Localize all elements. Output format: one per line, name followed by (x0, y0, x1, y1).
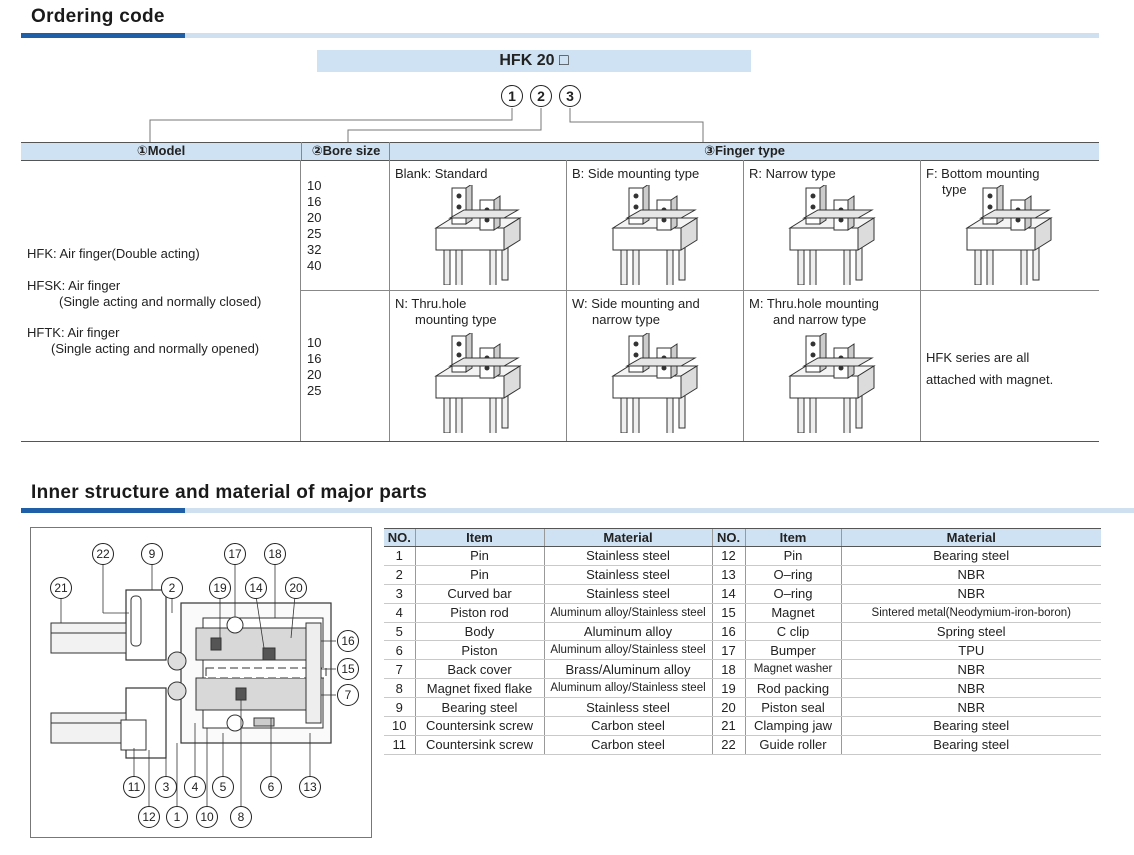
order-circle-3: 3 (559, 85, 581, 107)
part-material: TPU (841, 641, 1101, 660)
part-material: NBR (841, 679, 1101, 698)
col-header-material: Material (544, 529, 712, 547)
part-no: 21 (712, 717, 745, 736)
finger-type-thru-hole: N: Thru.hole mounting type (395, 296, 497, 327)
grid-line (300, 160, 301, 442)
part-item: Piston rod (415, 603, 544, 622)
diagram-label-21: 21 (50, 577, 72, 599)
part-item: Pin (745, 547, 841, 566)
part-no: 3 (384, 584, 415, 603)
order-circle-2: 2 (530, 85, 552, 107)
part-no: 14 (712, 584, 745, 603)
part-item: Guide roller (745, 735, 841, 754)
part-material: Aluminum alloy/Stainless steel (544, 603, 712, 622)
model-hfk: HFK: Air finger(Double acting) (27, 246, 200, 261)
magnet-note: HFK series are all attached with magnet. (926, 350, 1054, 387)
part-material: Bearing steel (841, 547, 1101, 566)
order-circle-1: 1 (501, 85, 523, 107)
diagram-label-5: 5 (212, 776, 234, 798)
part-material: Spring steel (841, 622, 1101, 641)
part-no: 4 (384, 603, 415, 622)
section-title-inner-structure: Inner structure and material of major parts (31, 482, 428, 503)
table-row (384, 547, 1101, 566)
finger-type-thru-hole-narrow: M: Thru.hole mounting and narrow type (749, 296, 879, 327)
diagram-label-8: 8 (230, 806, 252, 828)
diagram-label-15: 15 (337, 658, 359, 680)
title-underline-light (185, 508, 1134, 513)
part-material: Bearing steel (841, 735, 1101, 754)
part-material: Aluminum alloy/Stainless steel (544, 641, 712, 660)
header-divider (389, 142, 390, 160)
diagram-label-1: 1 (166, 806, 188, 828)
diagram-label-17: 17 (224, 543, 246, 565)
part-no: 17 (712, 641, 745, 660)
part-material: Brass/Aluminum alloy (544, 660, 712, 679)
diagram-label-20: 20 (285, 577, 307, 599)
gripper-image-bottom-mounting (955, 185, 1065, 285)
part-material: Aluminum alloy (544, 622, 712, 641)
part-item: Bumper (745, 641, 841, 660)
part-material: NBR (841, 584, 1101, 603)
part-no: 12 (712, 547, 745, 566)
finger-type-side-mounting: B: Side mounting type (572, 166, 700, 181)
header-bore-size: ②Bore size (311, 143, 381, 158)
table-row (384, 679, 1101, 698)
header-finger-type: ③Finger type (703, 143, 786, 158)
diagram-label-10: 10 (196, 806, 218, 828)
part-no: 15 (712, 603, 745, 622)
part-no: 5 (384, 622, 415, 641)
diagram-label-14: 14 (245, 577, 267, 599)
part-item: Countersink screw (415, 717, 544, 736)
header-divider (301, 142, 302, 160)
part-item: Rod packing (745, 679, 841, 698)
header-model: ①Model (136, 143, 186, 158)
finger-type-side-narrow: W: Side mounting and narrow type (572, 296, 700, 327)
finger-type-narrow: R: Narrow type (749, 166, 836, 181)
part-no: 1 (384, 547, 415, 566)
table-row (384, 735, 1101, 754)
part-material: Bearing steel (841, 717, 1101, 736)
col-header-no: NO. (384, 529, 415, 547)
order-connector-lines (0, 0, 1134, 145)
diagram-label-2: 2 (161, 577, 183, 599)
diagram-label-22: 22 (92, 543, 114, 565)
part-item: Magnet fixed flake (415, 679, 544, 698)
part-no: 22 (712, 735, 745, 754)
part-material: NBR (841, 565, 1101, 584)
part-no: 20 (712, 698, 745, 717)
order-code-box: HFK 20 □ (317, 50, 751, 72)
diagram-label-13: 13 (299, 776, 321, 798)
part-no: 6 (384, 641, 415, 660)
part-material: Sintered metal(Neodymium-iron-boron) (841, 603, 1101, 622)
col-header-item: Item (415, 529, 544, 547)
part-item: Curved bar (415, 584, 544, 603)
table-row (384, 565, 1101, 584)
part-no: 8 (384, 679, 415, 698)
gripper-image-thru-hole (424, 333, 534, 433)
part-no: 7 (384, 660, 415, 679)
part-item: Body (415, 622, 544, 641)
model-hfsk: HFSK: Air finger (Single acting and normally closed) (27, 278, 262, 309)
table-row (384, 603, 1101, 622)
diagram-label-4: 4 (184, 776, 206, 798)
part-material: NBR (841, 698, 1101, 717)
grid-line (743, 160, 744, 442)
part-material: Stainless steel (544, 547, 712, 566)
part-material: Stainless steel (544, 584, 712, 603)
table-row (384, 584, 1101, 603)
table-header-row (384, 529, 1101, 547)
table-row (384, 622, 1101, 641)
part-item: Countersink screw (415, 735, 544, 754)
part-material: Stainless steel (544, 698, 712, 717)
part-no: 11 (384, 735, 415, 754)
part-item: Back cover (415, 660, 544, 679)
gripper-image-narrow (778, 185, 888, 285)
part-item: Piston seal (745, 698, 841, 717)
finger-type-bottom-mounting: F: Bottom mounting type (926, 166, 1040, 197)
grid-line (566, 160, 567, 442)
part-item: Piston (415, 641, 544, 660)
table-row (384, 660, 1101, 679)
inner-structure-diagram (30, 527, 372, 838)
gripper-image-standard (424, 185, 534, 285)
diagram-label-6: 6 (260, 776, 282, 798)
title-underline-dark (21, 508, 185, 513)
diagram-label-19: 19 (209, 577, 231, 599)
model-hftk: HFTK: Air finger (Single acting and normally opened) (27, 325, 260, 356)
diagram-label-16: 16 (337, 630, 359, 652)
part-material: Carbon steel (544, 735, 712, 754)
part-material: Aluminum alloy/Stainless steel (544, 679, 712, 698)
grid-line (920, 160, 921, 442)
part-no: 18 (712, 660, 745, 679)
part-item: Magnet washer (745, 660, 841, 679)
part-no: 19 (712, 679, 745, 698)
part-item: C clip (745, 622, 841, 641)
part-no: 2 (384, 565, 415, 584)
grid-line (300, 290, 1099, 291)
part-material: Carbon steel (544, 717, 712, 736)
gripper-image-thru-hole-narrow (778, 333, 888, 433)
part-item: Magnet (745, 603, 841, 622)
diagram-label-7: 7 (337, 684, 359, 706)
bore-sizes-bottom: 10 16 20 25 (307, 335, 322, 398)
part-material: NBR (841, 660, 1101, 679)
part-no: 16 (712, 622, 745, 641)
part-item: Bearing steel (415, 698, 544, 717)
section-title-ordering-code: Ordering code (31, 6, 165, 27)
diagram-label-11: 11 (123, 776, 145, 798)
part-material: Stainless steel (544, 565, 712, 584)
part-item: O–ring (745, 565, 841, 584)
table-row (384, 641, 1101, 660)
bore-sizes-top: 10 16 20 25 32 40 (307, 178, 322, 273)
diagram-label-12: 12 (138, 806, 160, 828)
part-item: O–ring (745, 584, 841, 603)
part-no: 9 (384, 698, 415, 717)
diagram-label-9: 9 (141, 543, 163, 565)
col-header-no: NO. (712, 529, 745, 547)
parts-material-table (384, 528, 1101, 755)
diagram-label-3: 3 (155, 776, 177, 798)
finger-type-standard: Blank: Standard (395, 166, 488, 181)
col-header-material: Material (841, 529, 1101, 547)
table-row (384, 698, 1101, 717)
gripper-image-side-narrow (601, 333, 711, 433)
grid-line (389, 160, 390, 442)
part-no: 10 (384, 717, 415, 736)
gripper-image-side-mounting (601, 185, 711, 285)
part-item: Pin (415, 547, 544, 566)
diagram-label-18: 18 (264, 543, 286, 565)
col-header-item: Item (745, 529, 841, 547)
part-item: Clamping jaw (745, 717, 841, 736)
part-item: Pin (415, 565, 544, 584)
grid-line (21, 441, 1099, 442)
table-row (384, 717, 1101, 736)
part-no: 13 (712, 565, 745, 584)
